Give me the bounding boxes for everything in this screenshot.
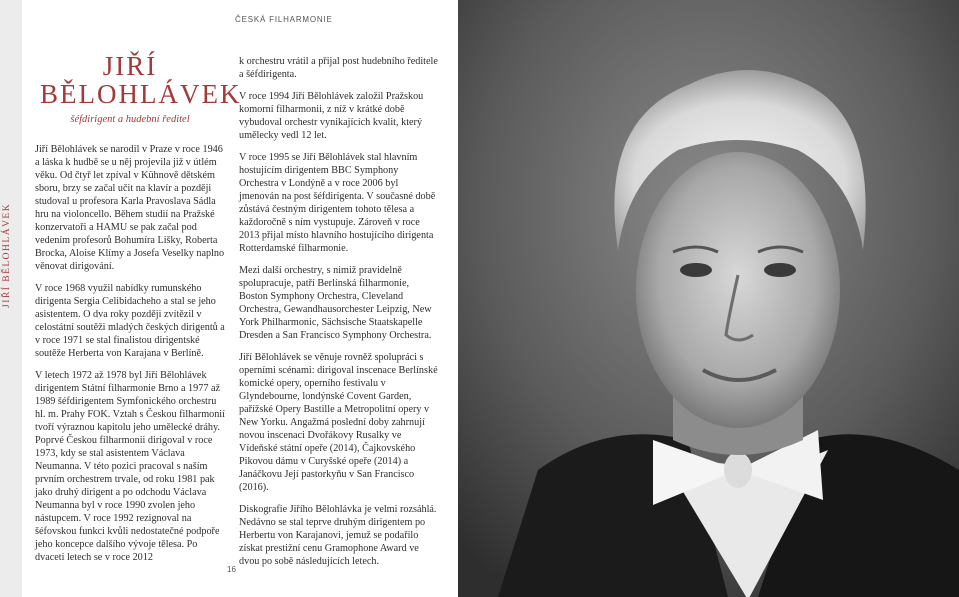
page-number: 16 (227, 565, 236, 574)
paragraph: V roce 1995 se Jiří Bělohlávek stal hlavním hostujícím dirigentem BBC Symphony Orchestra v Londýně a v roce 2006 byl jmenován na post šéfdirigenta. V současné době zůstává čestným dirigentem tohoto tělesa a každoročně s ním vystupuje. Zároveň v roce 2013 přijal místo hlavního hostujícího dirigenta Rotterdamské filharmonie. (239, 152, 436, 254)
title-first-name: JIŘÍ (102, 51, 158, 81)
paragraph: Jiří Bělohlávek se narodil v Praze v roce 1946 a láska k hudbě se u něj projevila již v útlém věku. Od čtyř let zpíval v Kühnově dětském sboru, brzy se začal učit na klavír a později studoval u profesora Karla Pravoslava Sádla hru na violoncello. Během studií na Pražské konzervatoři a HAMU se pak začal pod vedením profesorů Bohumíra Lišky, Roberta Brocka, Aloise Klímy a Josefa Veselky naplno věnovat dirigování. (35, 144, 225, 272)
paragraph: k orchestru vrátil a přijal post hudebního ředitele a šéfdirigenta. (239, 56, 438, 80)
subtitle: šéfdirigent a hudební ředitel (70, 114, 190, 125)
paragraph: Jiří Bělohlávek se věnuje rovněž spolupráci s operními scénami: dirigoval inscenace Berlínské komické opery, operního festivalu v Glyndebourne, londýnské Covent Garden, pařížské Opery Bastille a Metropolitní opery v New Yorku. Angažmá poslední doby zahrnují novou inscenaci Dvořákovy Rusalky ve Vídeňské státní opeře (2014), Čajkovského Pikovou dámu v Curyšské opeře (2014) a Janáčkovu Její pastorkyňu v San Francisco (2016). (239, 352, 438, 493)
portrait-photo (458, 0, 959, 597)
paragraph: Diskografie Jiřího Bělohlávka je velmi rozsáhlá. Nedávno se stal teprve druhým dirigentem po Herbertu von Karajanovi, jemuž se podařilo získat prestižní cenu Gramophone Award ve dvou po sobě následujících letech. (239, 504, 437, 567)
middle-text-column (239, 55, 439, 577)
left-text-column (35, 143, 225, 573)
running-head: ČESKÁ FILHARMONIE (235, 15, 333, 24)
title-block (40, 51, 242, 125)
title-surname: BĚLOHLÁVEK (40, 79, 242, 109)
paragraph: V letech 1972 až 1978 byl Jiří Bělohlávek dirigentem Státní filharmonie Brno a 1977 až 1989 šéfdirigentem Symfonického orchestru hl. m. Prahy FOK. Vztah s Českou filharmonií tvoří výraznou kapitolu jeho umělecké dráhy. Poprvé Českou filharmonii dirigoval v roce 1973, kdy se stal asistentem Václava Neumanna. V této pozici pracoval s naším prvním orchestrem trvale, od roku 1981 pak jako druhý dirigent a po odchodu Václava Neumanna byl v roce 1990 zvolen jeho nástupcem. V roce 1992 rezignoval na šéfovskou funkci kvůli nedostatečné podpoře jeho koncepce dalšího vývoje tělesa. Po dvaceti letech se v roce 2012 (35, 370, 225, 563)
paragraph: Mezi další orchestry, s nimiž pravidelně spolupracuje, patří Berlínská filharmonie, Boston Symphony Orchestra, Cleveland Orchestra, Gewandhausorchester Leipzig, New York Philharmonic, Sächsische Staatskapelle Dresden a San Francisco Symphony Orchestra. (239, 265, 432, 341)
side-label: JIŘÍ BĚLOHLÁVEK (2, 202, 12, 308)
paragraph: V roce 1994 Jiří Bělohlávek založil Pražskou komorní filharmonii, z níž v krátké době vybudoval orchestr vynikajících kvalit, který umělecky vedl 12 let. (239, 91, 424, 141)
paragraph: V roce 1968 využil nabídky rumunského dirigenta Sergia Celibidacheho a stal se jeho asistentem. O dva roky později zvítězil v celostátní soutěži mladých českých dirigentů a v roce 1971 se stal finalistou dirigentské soutěže Herberta von Karajana v Berlíně. (35, 283, 225, 359)
